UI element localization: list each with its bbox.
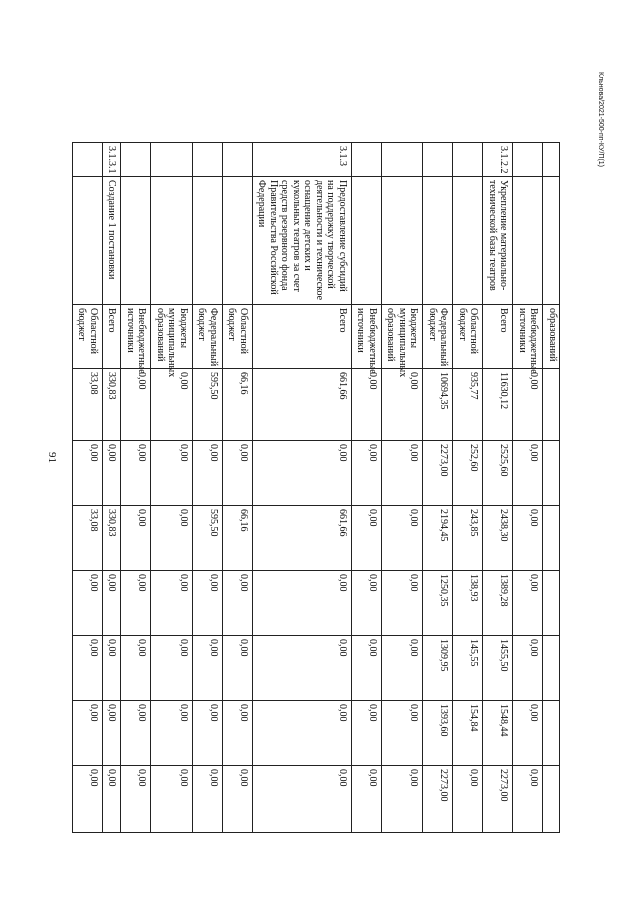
value-year-2: 243,85 [453, 506, 483, 571]
value-year-3: 0,00 [513, 571, 543, 636]
row-code [513, 143, 543, 177]
row-code [453, 143, 483, 177]
value-year-5: 0,00 [513, 701, 543, 766]
row-name: Предоставление субсидий на поддержку творческой деятельности и техническое оснащение детских и кукольных театров за счет средств резервного фонда Правительства Российской Федерации [253, 177, 352, 305]
value-year-3: 0,00 [121, 571, 151, 636]
value-year-2: 2438,30 [483, 506, 513, 571]
funding-source: Внебюджетные источники [121, 305, 151, 369]
table-row [103, 143, 122, 833]
value-year-5: 0,00 [121, 701, 151, 766]
table-row [483, 143, 513, 833]
value-year-2: 0,00 [121, 506, 151, 571]
value-year-5 [543, 701, 560, 766]
value-year-6: 2273,00 [483, 766, 513, 833]
value-year-3: 1389,28 [483, 571, 513, 636]
value-total: 0,00 [513, 369, 543, 441]
row-code [223, 143, 253, 177]
value-total: 595,50 [193, 369, 223, 441]
value-year-1: 252,60 [453, 441, 483, 506]
value-year-5: 0,00 [193, 701, 223, 766]
value-year-6: 0,00 [513, 766, 543, 833]
table-row [73, 143, 103, 833]
value-total: 0,00 [352, 369, 382, 441]
table-row [253, 143, 352, 833]
table-row [513, 143, 543, 833]
value-year-3: 0,00 [223, 571, 253, 636]
value-year-1: 0,00 [121, 441, 151, 506]
table-row [453, 143, 483, 833]
value-year-2: 0,00 [151, 506, 193, 571]
value-total [543, 369, 560, 441]
row-code [121, 143, 151, 177]
value-year-6: 2273,00 [423, 766, 453, 833]
rotated-table-wrapper [76, 142, 560, 832]
funding-source: Всего [253, 305, 352, 369]
row-name [513, 177, 543, 305]
value-year-1: 0,00 [253, 441, 352, 506]
row-name [193, 177, 223, 305]
value-year-6: 0,00 [73, 766, 103, 833]
value-year-5: 0,00 [103, 701, 122, 766]
value-year-4: 0,00 [513, 636, 543, 701]
value-year-1: 0,00 [382, 441, 424, 506]
row-code [73, 143, 103, 177]
value-year-5: 154,84 [453, 701, 483, 766]
value-year-2: 661,66 [253, 506, 352, 571]
value-total: 0,00 [151, 369, 193, 441]
value-year-4: 0,00 [73, 636, 103, 701]
table-row [151, 143, 193, 833]
value-year-4: 0,00 [151, 636, 193, 701]
value-total: 0,00 [382, 369, 424, 441]
value-year-4: 1455,50 [483, 636, 513, 701]
budget-table [72, 142, 560, 833]
value-year-6: 0,00 [193, 766, 223, 833]
row-name: Создание 1 постановки [103, 177, 122, 305]
value-year-1: 0,00 [151, 441, 193, 506]
row-name [223, 177, 253, 305]
value-year-2: 330,83 [103, 506, 122, 571]
value-year-5: 1548,44 [483, 701, 513, 766]
value-year-1: 2525,60 [483, 441, 513, 506]
value-year-3: 0,00 [73, 571, 103, 636]
row-code [151, 143, 193, 177]
value-year-1 [543, 441, 560, 506]
funding-source: Бюджеты муниципальных образований [382, 305, 424, 369]
value-total: 11630,12 [483, 369, 513, 441]
funding-source: Федеральный бюджет [423, 305, 453, 369]
table-row [193, 143, 223, 833]
value-year-2: 66,16 [223, 506, 253, 571]
table-row [423, 143, 453, 833]
table-row [121, 143, 151, 833]
value-year-6: 0,00 [121, 766, 151, 833]
value-year-5: 1393,60 [423, 701, 453, 766]
value-year-6 [543, 766, 560, 833]
table-row [223, 143, 253, 833]
table-row [382, 143, 424, 833]
table-row [543, 143, 560, 833]
row-code [193, 143, 223, 177]
row-code [543, 143, 560, 177]
row-code [382, 143, 424, 177]
value-year-4: 1309,95 [423, 636, 453, 701]
funding-source: Бюджеты муниципальных образований [151, 305, 193, 369]
value-year-2: 595,50 [193, 506, 223, 571]
row-name [453, 177, 483, 305]
document-code: Кльнова/2021-500-пп-КУ/П(1) [597, 72, 604, 168]
value-year-3: 0,00 [253, 571, 352, 636]
value-year-4: 0,00 [193, 636, 223, 701]
row-code: 3.1.3.1 [103, 143, 122, 177]
value-total: 0,00 [121, 369, 151, 441]
value-year-5: 0,00 [382, 701, 424, 766]
value-year-3: 0,00 [103, 571, 122, 636]
value-year-5: 0,00 [253, 701, 352, 766]
value-year-4: 0,00 [121, 636, 151, 701]
value-year-2: 2194,45 [423, 506, 453, 571]
funding-source: Всего [103, 305, 122, 369]
row-name [151, 177, 193, 305]
value-year-4: 145,55 [453, 636, 483, 701]
value-year-2: 0,00 [382, 506, 424, 571]
value-year-1: 0,00 [103, 441, 122, 506]
funding-source: Внебюджетные источники [513, 305, 543, 369]
value-total: 33,08 [73, 369, 103, 441]
value-year-4: 0,00 [253, 636, 352, 701]
value-year-6: 0,00 [352, 766, 382, 833]
value-total: 66,16 [223, 369, 253, 441]
value-year-4: 0,00 [103, 636, 122, 701]
value-year-3: 1250,35 [423, 571, 453, 636]
row-code [423, 143, 453, 177]
row-name: Укрепление материально-технической базы театров [483, 177, 513, 305]
value-year-3: 0,00 [151, 571, 193, 636]
funding-source: Областной бюджет [223, 305, 253, 369]
value-year-3: 0,00 [382, 571, 424, 636]
value-year-6: 0,00 [223, 766, 253, 833]
funding-source: Внебюджетные источники [352, 305, 382, 369]
row-name [73, 177, 103, 305]
value-year-6: 0,00 [253, 766, 352, 833]
value-total: 661,66 [253, 369, 352, 441]
row-name [423, 177, 453, 305]
value-year-4: 0,00 [382, 636, 424, 701]
value-year-6: 0,00 [382, 766, 424, 833]
value-year-4: 0,00 [223, 636, 253, 701]
value-year-3: 138,93 [453, 571, 483, 636]
funding-source: Областной бюджет [73, 305, 103, 369]
value-year-1: 2273,00 [423, 441, 453, 506]
value-year-6: 0,00 [103, 766, 122, 833]
table-container [76, 142, 560, 832]
funding-source: Федеральный бюджет [193, 305, 223, 369]
value-year-1: 0,00 [193, 441, 223, 506]
value-year-5: 0,00 [223, 701, 253, 766]
row-name [352, 177, 382, 305]
value-year-1: 0,00 [352, 441, 382, 506]
funding-source: Всего [483, 305, 513, 369]
value-year-1: 0,00 [223, 441, 253, 506]
value-year-1: 0,00 [73, 441, 103, 506]
value-year-1: 0,00 [513, 441, 543, 506]
row-code: 3.1.3 [253, 143, 352, 177]
value-year-2 [543, 506, 560, 571]
value-year-2: 0,00 [513, 506, 543, 571]
value-year-4: 0,00 [352, 636, 382, 701]
funding-source: образований [543, 305, 560, 369]
funding-source: Областной бюджет [453, 305, 483, 369]
value-year-5: 0,00 [151, 701, 193, 766]
value-total: 10694,35 [423, 369, 453, 441]
row-code: 3.1.2.2 [483, 143, 513, 177]
row-name [382, 177, 424, 305]
value-year-5: 0,00 [73, 701, 103, 766]
row-name [543, 177, 560, 305]
row-name [121, 177, 151, 305]
table-row [352, 143, 382, 833]
value-year-2: 33,08 [73, 506, 103, 571]
row-code [352, 143, 382, 177]
value-year-3: 0,00 [352, 571, 382, 636]
value-year-3: 0,00 [193, 571, 223, 636]
page-number: 91 [46, 452, 58, 463]
value-year-6: 0,00 [453, 766, 483, 833]
value-year-2: 0,00 [352, 506, 382, 571]
value-year-4 [543, 636, 560, 701]
value-year-3 [543, 571, 560, 636]
value-total: 330,83 [103, 369, 122, 441]
value-year-5: 0,00 [352, 701, 382, 766]
value-year-6: 0,00 [151, 766, 193, 833]
value-total: 935,77 [453, 369, 483, 441]
